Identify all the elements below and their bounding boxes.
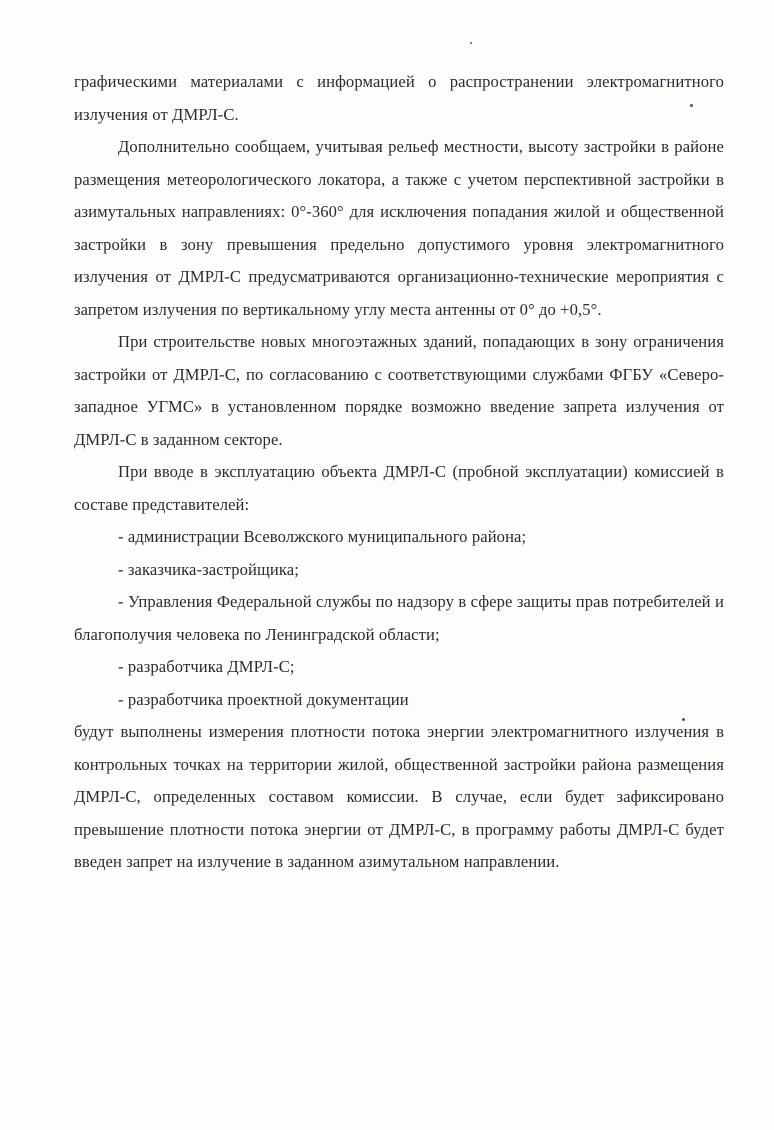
paragraph-measurements: будут выполнены измерения плотности потока энергии электромагнитного излучения в контрольных точках на территории жилой, общественной застройки района размещения ДМРЛ-С, определенных составом комиссии. В случае, если будет зафиксировано превышение плотности потока энергии от ДМРЛ-С, в программу работы ДМРЛ-С будет введен запрет на излучение в заданном азимутальном направлении.	[74, 722, 724, 871]
list-item-rospotrebnadzor: - Управления Федеральной службы по надзору в сфере защиты прав потребителей и благополучия человека по Ленинградской области;	[74, 592, 724, 644]
paragraph-commissioning: При вводе в эксплуатацию объекта ДМРЛ-С (пробной эксплуатации) комиссией в составе представителей:	[74, 462, 724, 514]
paragraph-construction: При строительстве новых многоэтажных зданий, попадающих в зону ограничения застройки от ДМРЛ-С, по согласованию с соответствующими службами ФГБУ «Северо-западное УГМС» в установленном порядке возможно введение запрета излучения от ДМРЛ-С в заданном секторе.	[74, 332, 724, 449]
list-item-administration: - администрации Всеволжского муниципального района;	[118, 527, 527, 546]
list-item-dmrl-developer: - разработчика ДМРЛ-С;	[118, 657, 295, 676]
paragraph-additional-info: Дополнительно сообщаем, учитывая рельеф местности, высоту застройки в районе размещения метеорологического локатора, а также с учетом перспективной застройки в азимутальных направлениях: 0°-360° для исключения попадания жилой и общественной застройки в зону превышения предельно допустимого уровня электромагнитного излучения от ДМРЛ-С предусматриваются организационно-технические мероприятия с запретом излучения по вертикальному углу места антенны от 0° до +0,5°.	[74, 137, 724, 319]
list-item-project-developer: - разработчика проектной документации	[118, 689, 409, 709]
scan-speck	[682, 718, 685, 721]
list-item-customer: - заказчика-застройщика;	[118, 559, 299, 579]
scan-speck	[690, 104, 693, 107]
document-body	[74, 66, 724, 879]
scan-speck	[470, 42, 472, 44]
paragraph-graphic-materials: графическими материалами с информацией о распространении электромагнитного излучения от ДМРЛ-С.	[74, 72, 724, 124]
